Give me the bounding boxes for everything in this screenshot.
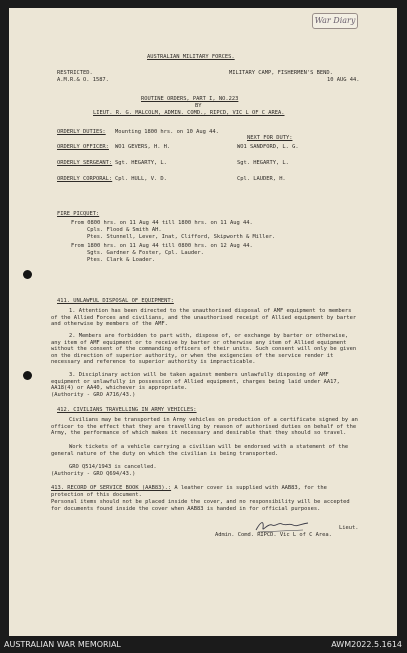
punch-hole-top <box>23 270 32 279</box>
orderly-corporal-current: Cpl. HULL, V. D. <box>115 176 167 182</box>
footer-institution: AUSTRALIAN WAR MEMORIAL <box>4 640 121 649</box>
fire-picquet-label: FIRE PICQUET: <box>57 211 100 217</box>
section-411-paragraph-1: 1. Attention has been directed to the unauthorised disposal of AMF equipment to members of the Allied Forces and civilians, and the unauthorised receipt of Allied equipment by barter and otherwise by members of the AMF. <box>51 308 357 328</box>
footer-reference: AWM2022.5.1614 <box>331 640 402 649</box>
orders-officer: LIEUT. R. G. MALCOLM, ADMIN. COMD., RIPCD, VIC L OF C AREA. <box>93 110 285 116</box>
orders-title: ROUTINE ORDERS, PART I, NO.223 <box>141 96 239 102</box>
duty-mounting: Mounting 1800 hrs. on 10 Aug 44. <box>115 129 219 135</box>
signature-rank: Lieut. <box>339 525 359 531</box>
order-date: 10 AUG 44. <box>327 77 360 83</box>
restricted-label: RESTRICTED. <box>57 70 93 76</box>
section-412-heading: 412. CIVILIANS TRAVELLING IN ARMY VEHICLES: <box>57 407 197 413</box>
section-411-authority: (Authority - GRO A716/43.) <box>51 392 136 398</box>
section-413-cover-text: A leather cover is supplied with AAB83, for the protection of this document. <box>51 485 327 498</box>
section-411-heading: 411. UNLAWFUL DISPOSAL OF EQUIPMENT: <box>57 298 174 304</box>
fire-line-2: Cpls. Flood & Smith AH. <box>87 227 162 233</box>
fire-line-6: Ptes. Clark & Loader. <box>87 257 156 263</box>
section-412-paragraph-2: Work tickets of a vehicle carrying a civilian will be endorsed with a statement of the general nature of the duty on which the civilian is being transported. <box>51 444 349 457</box>
section-413-paragraph-1 <box>51 485 361 498</box>
fire-line-3: Ptes. Stunnell, Lever, Inat, Clifford, Skipworth & Miller. <box>87 234 276 240</box>
camp-location: MILITARY CAMP, FISHERMEN'S BEND. <box>229 70 333 76</box>
war-diary-stamp: War Diary <box>312 13 358 29</box>
orderly-officer-current: WO1 GEVERS, H. H. <box>115 144 171 150</box>
orders-by: BY <box>195 103 202 109</box>
orderly-corporal-label: ORDERLY CORPORAL: <box>57 176 113 182</box>
section-412-cancelled: GRO Q514/1943 is cancelled. <box>69 464 157 470</box>
section-412-paragraph-1: Civilians may be transported in Army vehicles on production of a certificate signed by an officer to the effect that they are travelling by reason of authorised duties on behalf of the Army, the performance of which makes it necessary and desirable that they should so travel. <box>51 417 358 437</box>
signature-title: Admin. Comd. RIPCD. Vic L of C Area. <box>215 532 332 538</box>
section-413-heading: 413. RECORD OF SERVICE BOOK (AAB83).: <box>51 485 172 491</box>
orderly-sergeant-current: Sgt. HEGARTY, L. <box>115 160 167 166</box>
section-412-authority: (Authority - GRO Q694/43.) <box>51 471 136 477</box>
forces-title: AUSTRALIAN MILITARY FORCES. <box>147 54 235 60</box>
orderly-officer-label: ORDERLY OFFICER: <box>57 144 109 150</box>
fire-line-5: Sgts. Gardner & Foster, Cpl. Lauder. <box>87 250 204 256</box>
punch-hole-bottom <box>23 371 32 380</box>
orderly-corporal-next: Cpl. LAUDER, H. <box>237 176 286 182</box>
footer-bar <box>0 636 407 653</box>
section-413-paragraph-2: Personal items should not be placed inside the cover, and no responsibility will be accepted for documents found inside the cover when AAB83 is handed in for official purposes. <box>51 499 350 512</box>
amro-reference: A.M.R.& O. 1587. <box>57 77 109 83</box>
orderly-sergeant-next: Sgt. HEGARTY, L. <box>237 160 289 166</box>
orderly-sergeant-label: ORDERLY SERGEANT: <box>57 160 113 166</box>
fire-line-1: From 0800 hrs. on 11 Aug 44 till 1800 hrs. on 11 Aug 44. <box>71 220 253 226</box>
fire-line-4: From 1800 hrs. on 11 Aug 44 till 0800 hrs. on 12 Aug 44. <box>71 243 253 249</box>
section-411-paragraph-3: 3. Disciplinary action will be taken against members unlawfully disposing of AMF equipment or unlawfully in possession of Allied equipment, charges being laid under AA17, AA18(4) or AA40, whichever is appropriate. <box>51 372 340 392</box>
section-411-paragraph-2: 2. Members are forbidden to part with, dispose of, or exchange by barter or otherwise, any item of AMF equipment or to receive by barter or otherwise any item of Allied equipment without the consent of the commanding officers of their units. Such consent will only be given on the direction of superior authority, or when the exigencies of the service render it necessary and reference to superior authority is impracticable. <box>51 333 357 366</box>
next-for-duty-label: NEXT FOR DUTY: <box>247 135 293 141</box>
orderly-duties-label: ORDERLY DUTIES: <box>57 129 106 135</box>
document-page <box>9 8 397 636</box>
orderly-officer-next: WO1 SANDFORD, L. G. <box>237 144 299 150</box>
